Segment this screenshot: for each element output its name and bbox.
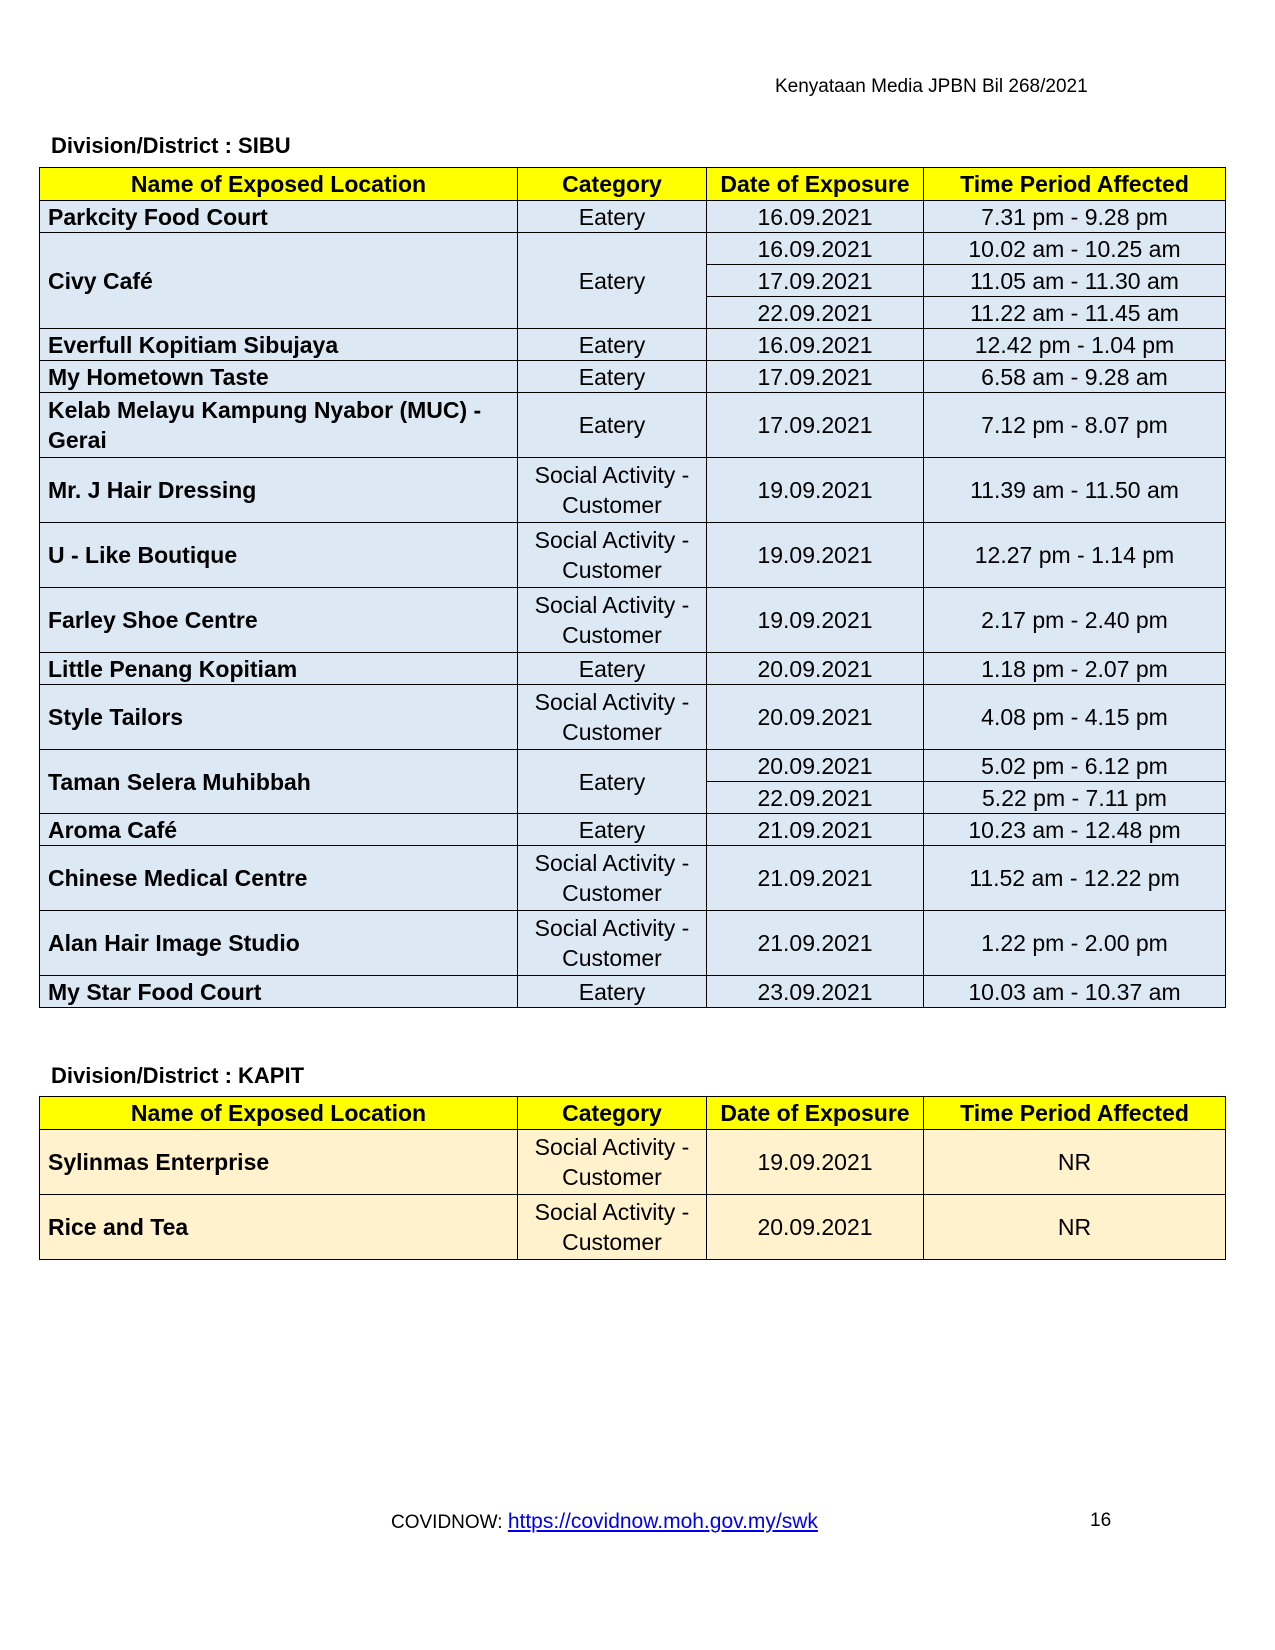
table-row — [40, 233, 1226, 265]
location-name: Alan Hair Image Studio — [40, 911, 518, 976]
location-name: Everfull Kopitiam Sibujaya — [40, 329, 518, 361]
division-title-kapit: Division/District : KAPIT — [51, 1063, 305, 1088]
exposure-date: 22.09.2021 — [707, 297, 924, 329]
category: Eatery — [518, 653, 707, 685]
exposure-date: 21.09.2021 — [707, 911, 924, 976]
column-header-time: Time Period Affected — [924, 168, 1226, 201]
time-period: 11.22 am - 11.45 am — [924, 297, 1226, 329]
table-row — [40, 1130, 1226, 1195]
column-header-category: Category — [518, 1097, 707, 1130]
document-reference: Kenyataan Media JPBN Bil 268/2021 — [775, 76, 1088, 97]
time-period: 11.39 am - 11.50 am — [924, 458, 1226, 523]
location-name: Mr. J Hair Dressing — [40, 458, 518, 523]
exposure-date: 23.09.2021 — [707, 976, 924, 1008]
table-row — [40, 846, 1226, 911]
time-period: 1.22 pm - 2.00 pm — [924, 911, 1226, 976]
category: Eatery — [518, 361, 707, 393]
exposure-date: 22.09.2021 — [707, 782, 924, 814]
table-row — [40, 329, 1226, 361]
exposure-date: 20.09.2021 — [707, 750, 924, 782]
time-period: 10.23 am - 12.48 pm — [924, 814, 1226, 846]
footer — [391, 1510, 818, 1534]
location-name: My Hometown Taste — [40, 361, 518, 393]
table-row — [40, 588, 1226, 653]
covidnow-link[interactable]: https://covidnow.moh.gov.my/swk — [507, 1510, 818, 1533]
table-header-row — [40, 1097, 1226, 1130]
exposure-date: 20.09.2021 — [707, 685, 924, 750]
category: Social Activity - Customer — [518, 685, 707, 750]
location-name: Sylinmas Enterprise — [40, 1130, 518, 1195]
table-row — [40, 1195, 1226, 1260]
table-row — [40, 361, 1226, 393]
category: Eatery — [518, 233, 707, 329]
exposure-date: 21.09.2021 — [707, 846, 924, 911]
exposure-date: 19.09.2021 — [707, 588, 924, 653]
category: Social Activity - Customer — [518, 588, 707, 653]
category: Social Activity - Customer — [518, 1195, 707, 1260]
category: Eatery — [518, 814, 707, 846]
time-period: 1.18 pm - 2.07 pm — [924, 653, 1226, 685]
time-period: 6.58 am - 9.28 am — [924, 361, 1226, 393]
location-name: Kelab Melayu Kampung Nyabor (MUC) - Gerai — [40, 393, 518, 458]
column-header-location: Name of Exposed Location — [40, 168, 518, 201]
table-header-row — [40, 168, 1226, 201]
table-row — [40, 393, 1226, 458]
column-header-category: Category — [518, 168, 707, 201]
table-row — [40, 653, 1226, 685]
time-period: NR — [924, 1195, 1226, 1260]
column-header-time: Time Period Affected — [924, 1097, 1226, 1130]
time-period: 12.42 pm - 1.04 pm — [924, 329, 1226, 361]
category: Social Activity - Customer — [518, 1130, 707, 1195]
location-name: Parkcity Food Court — [40, 201, 518, 233]
exposure-table-kapit — [39, 1096, 1226, 1260]
division-title-sibu: Division/District : SIBU — [51, 133, 291, 158]
column-header-location: Name of Exposed Location — [40, 1097, 518, 1130]
column-header-date: Date of Exposure — [707, 1097, 924, 1130]
category: Social Activity - Customer — [518, 846, 707, 911]
location-name: U - Like Boutique — [40, 523, 518, 588]
table-row — [40, 750, 1226, 782]
exposure-date: 17.09.2021 — [707, 265, 924, 297]
time-period: 5.02 pm - 6.12 pm — [924, 750, 1226, 782]
category: Eatery — [518, 329, 707, 361]
location-name: Style Tailors — [40, 685, 518, 750]
category: Eatery — [518, 976, 707, 1008]
exposure-table-sibu — [39, 167, 1226, 1008]
time-period: 2.17 pm - 2.40 pm — [924, 588, 1226, 653]
time-period: 11.05 am - 11.30 am — [924, 265, 1226, 297]
time-period: 7.31 pm - 9.28 pm — [924, 201, 1226, 233]
location-name: Chinese Medical Centre — [40, 846, 518, 911]
table-row — [40, 523, 1226, 588]
exposure-date: 19.09.2021 — [707, 458, 924, 523]
time-period: 10.02 am - 10.25 am — [924, 233, 1226, 265]
exposure-date: 17.09.2021 — [707, 393, 924, 458]
exposure-date: 16.09.2021 — [707, 233, 924, 265]
location-name: Civy Café — [40, 233, 518, 329]
time-period: 7.12 pm - 8.07 pm — [924, 393, 1226, 458]
category: Social Activity - Customer — [518, 458, 707, 523]
exposure-date: 20.09.2021 — [707, 1195, 924, 1260]
category: Eatery — [518, 750, 707, 814]
time-period: 10.03 am - 10.37 am — [924, 976, 1226, 1008]
time-period: 11.52 am - 12.22 pm — [924, 846, 1226, 911]
exposure-date: 19.09.2021 — [707, 1130, 924, 1195]
exposure-date: 16.09.2021 — [707, 329, 924, 361]
category: Social Activity - Customer — [518, 911, 707, 976]
location-name: Aroma Café — [40, 814, 518, 846]
location-name: Taman Selera Muhibbah — [40, 750, 518, 814]
table-row — [40, 201, 1226, 233]
table-row — [40, 976, 1226, 1008]
footer-label: COVIDNOW: — [391, 1512, 508, 1533]
exposure-date: 19.09.2021 — [707, 523, 924, 588]
exposure-date: 17.09.2021 — [707, 361, 924, 393]
location-name: My Star Food Court — [40, 976, 518, 1008]
time-period: 12.27 pm - 1.14 pm — [924, 523, 1226, 588]
table-row — [40, 814, 1226, 846]
exposure-date: 20.09.2021 — [707, 653, 924, 685]
time-period: NR — [924, 1130, 1226, 1195]
table-row — [40, 685, 1226, 750]
exposure-date: 16.09.2021 — [707, 201, 924, 233]
category: Eatery — [518, 201, 707, 233]
location-name: Little Penang Kopitiam — [40, 653, 518, 685]
table-row — [40, 911, 1226, 976]
location-name: Rice and Tea — [40, 1195, 518, 1260]
exposure-date: 21.09.2021 — [707, 814, 924, 846]
column-header-date: Date of Exposure — [707, 168, 924, 201]
table-row — [40, 458, 1226, 523]
page-number: 16 — [1090, 1510, 1112, 1531]
category: Social Activity - Customer — [518, 523, 707, 588]
category: Eatery — [518, 393, 707, 458]
time-period: 5.22 pm - 7.11 pm — [924, 782, 1226, 814]
time-period: 4.08 pm - 4.15 pm — [924, 685, 1226, 750]
location-name: Farley Shoe Centre — [40, 588, 518, 653]
